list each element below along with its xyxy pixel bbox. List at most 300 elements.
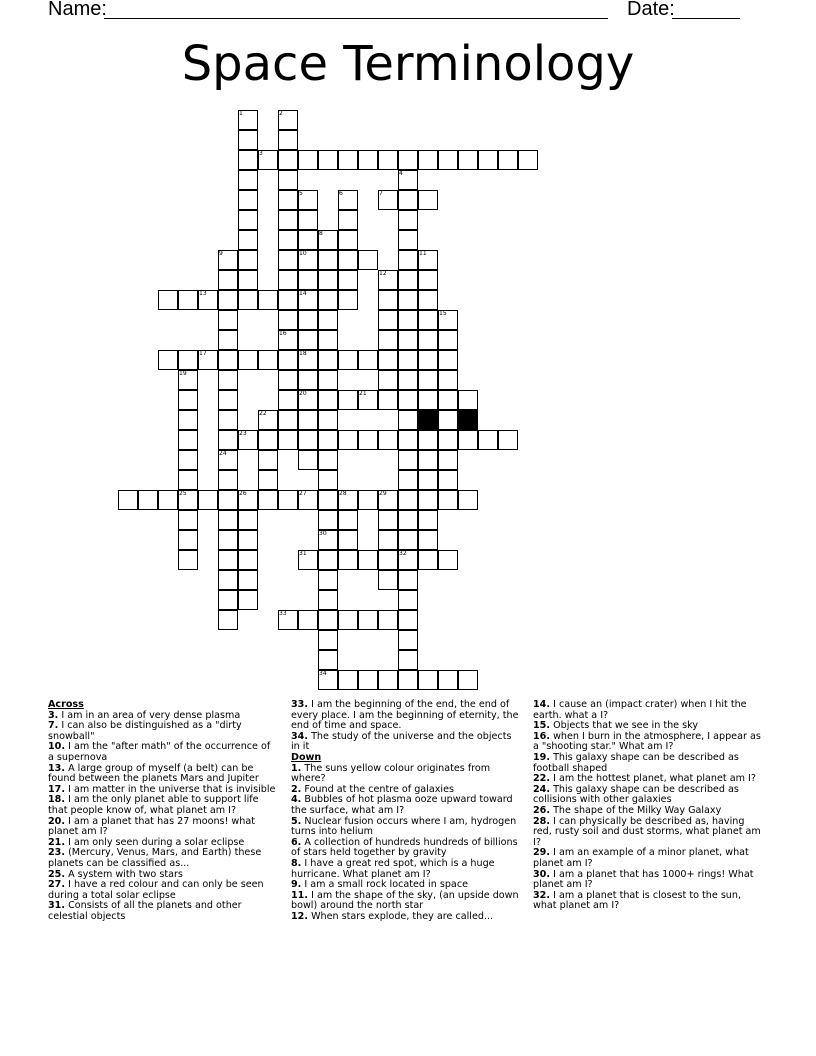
grid-cell[interactable] <box>378 430 398 450</box>
grid-cell[interactable] <box>218 570 238 590</box>
clue-number-32: 32 <box>399 550 407 557</box>
grid-cell[interactable] <box>278 370 298 390</box>
grid-cell[interactable] <box>418 670 438 690</box>
grid-cell[interactable] <box>278 210 298 230</box>
grid-cell[interactable] <box>278 270 298 290</box>
clue-item <box>291 838 521 859</box>
grid-cell[interactable] <box>418 350 438 370</box>
grid-cell[interactable] <box>438 410 458 430</box>
grid-cell[interactable] <box>318 370 338 390</box>
grid-cell[interactable] <box>418 290 438 310</box>
grid-cell[interactable] <box>338 510 358 530</box>
grid-cell[interactable] <box>238 150 258 170</box>
grid-cell[interactable] <box>358 670 378 690</box>
grid-cell[interactable] <box>278 190 298 210</box>
grid-cell[interactable] <box>278 230 298 250</box>
clue-item-number: 1. <box>291 762 302 774</box>
clue-item-text: I am an example of a minor planet, what planet am I? <box>533 847 749 869</box>
clue-item <box>533 700 763 721</box>
grid-cell[interactable] <box>398 450 418 470</box>
grid-cell[interactable] <box>338 290 358 310</box>
clue-item-text: This galaxy shape can be described as collisions with other galaxies <box>533 783 739 806</box>
grid-cell[interactable] <box>418 150 438 170</box>
grid-cell[interactable] <box>298 450 318 470</box>
clue-number-25: 25 <box>179 490 187 497</box>
grid-cell[interactable] <box>458 490 478 510</box>
clue-item <box>533 817 763 849</box>
grid-cell[interactable] <box>438 370 458 390</box>
grid-cell[interactable] <box>218 470 238 490</box>
grid-cell[interactable] <box>398 650 418 670</box>
grid-cell[interactable] <box>218 350 238 370</box>
clue-item <box>533 753 763 774</box>
clue-item-number: 15. <box>533 720 550 732</box>
grid-cell[interactable] <box>378 350 398 370</box>
grid-cell[interactable] <box>418 490 438 510</box>
clue-item-text: The shape of the Milky Way Galaxy <box>553 804 722 816</box>
grid-cell[interactable] <box>318 590 338 610</box>
grid-cell[interactable] <box>278 150 298 170</box>
clue-item-text: I am the "after math" of the occurrence of a supernova <box>48 741 271 763</box>
clue-number-17: 17 <box>199 350 207 357</box>
grid-cell[interactable] <box>338 250 358 270</box>
clue-number-18: 18 <box>299 350 307 357</box>
grid-cell[interactable] <box>398 290 418 310</box>
grid-cell[interactable] <box>218 290 238 310</box>
grid-cell[interactable] <box>358 490 378 510</box>
grid-cell[interactable] <box>218 550 238 570</box>
grid-cell[interactable] <box>398 250 418 270</box>
clue-item-text: Nuclear fusion occurs where I am, hydrogen turns into helium <box>291 815 517 838</box>
clue-item-number: 27. <box>48 879 65 891</box>
grid-cell[interactable] <box>278 390 298 410</box>
clue-item-number: 22. <box>533 773 550 785</box>
grid-cell[interactable] <box>318 330 338 350</box>
grid-cell[interactable] <box>418 390 438 410</box>
grid-cell[interactable] <box>358 150 378 170</box>
grid-cell[interactable] <box>318 250 338 270</box>
grid-cell[interactable] <box>398 530 418 550</box>
grid-cell[interactable] <box>178 530 198 550</box>
grid-cell[interactable] <box>498 430 518 450</box>
grid-cell[interactable] <box>218 530 238 550</box>
name-label: Name: <box>48 0 107 20</box>
grid-cell[interactable] <box>238 510 258 530</box>
grid-cell[interactable] <box>238 250 258 270</box>
grid-cell[interactable] <box>378 370 398 390</box>
grid-cell[interactable] <box>338 430 358 450</box>
grid-cell[interactable] <box>158 490 178 510</box>
grid-cell[interactable] <box>178 430 198 450</box>
grid-cell[interactable] <box>238 590 258 610</box>
grid-cell[interactable] <box>238 290 258 310</box>
grid-cell[interactable] <box>278 490 298 510</box>
grid-cell[interactable] <box>418 370 438 390</box>
grid-cell[interactable] <box>438 330 458 350</box>
grid-cell[interactable] <box>238 550 258 570</box>
clue-item-number: 7. <box>48 720 59 732</box>
black-cell <box>418 410 438 430</box>
grid-cell[interactable] <box>318 470 338 490</box>
grid-cell[interactable] <box>398 210 418 230</box>
grid-cell[interactable] <box>398 150 418 170</box>
grid-cell[interactable] <box>438 430 458 450</box>
grid-cell[interactable] <box>258 470 278 490</box>
grid-cell[interactable] <box>178 550 198 570</box>
clue-item-number: 11. <box>291 889 308 901</box>
grid-cell[interactable] <box>358 350 378 370</box>
grid-cell[interactable] <box>398 330 418 350</box>
grid-cell[interactable] <box>218 370 238 390</box>
grid-cell[interactable] <box>318 390 338 410</box>
grid-cell[interactable] <box>238 210 258 230</box>
grid-cell[interactable] <box>438 350 458 370</box>
grid-cell[interactable] <box>318 290 338 310</box>
clue-item-text: I am the hottest planet, what planet am I? <box>553 773 756 785</box>
grid-cell[interactable] <box>398 470 418 490</box>
grid-cell[interactable] <box>398 630 418 650</box>
grid-cell[interactable] <box>258 490 278 510</box>
grid-cell[interactable] <box>238 530 258 550</box>
clue-number-14: 14 <box>299 290 307 297</box>
grid-cell[interactable] <box>318 410 338 430</box>
grid-cell[interactable] <box>278 310 298 330</box>
grid-cell[interactable] <box>398 490 418 510</box>
grid-cell[interactable] <box>378 390 398 410</box>
grid-cell[interactable] <box>238 170 258 190</box>
clue-item <box>533 848 763 869</box>
clue-item-number: 28. <box>533 815 550 827</box>
clue-item <box>48 901 278 922</box>
grid-cell[interactable] <box>218 510 238 530</box>
grid-cell[interactable] <box>318 350 338 370</box>
grid-cell[interactable] <box>378 570 398 590</box>
grid-cell[interactable] <box>418 550 438 570</box>
clue-number-6: 6 <box>339 190 343 197</box>
grid-cell[interactable] <box>338 610 358 630</box>
grid-cell[interactable] <box>258 350 278 370</box>
clue-item-text: I can also be distinguished as a "dirty snowball" <box>48 720 242 742</box>
grid-cell[interactable] <box>218 590 238 610</box>
grid-cell[interactable] <box>478 430 498 450</box>
grid-cell[interactable] <box>358 430 378 450</box>
grid-cell[interactable] <box>318 650 338 670</box>
grid-cell[interactable] <box>438 490 458 510</box>
clue-item-number: 29. <box>533 847 550 859</box>
date-label: Date: <box>627 0 675 20</box>
grid-cell[interactable] <box>418 430 438 450</box>
grid-cell[interactable] <box>338 350 358 370</box>
clue-item <box>48 817 278 838</box>
grid-cell[interactable] <box>178 390 198 410</box>
clue-item-number: 8. <box>291 857 302 869</box>
clue-item-number: 6. <box>291 836 302 848</box>
grid-cell[interactable] <box>418 270 438 290</box>
grid-cell[interactable] <box>398 590 418 610</box>
grid-cell[interactable] <box>358 550 378 570</box>
grid-cell[interactable] <box>318 270 338 290</box>
clue-item-text: I am the only planet able to support life that people know of, what planet am I? <box>48 794 259 816</box>
grid-cell[interactable] <box>398 610 418 630</box>
clue-item-text: I am a planet that is closest to the sun, what planet am I? <box>533 889 742 912</box>
grid-cell[interactable] <box>178 450 198 470</box>
grid-cell[interactable] <box>318 450 338 470</box>
clue-item-number: 14. <box>533 699 550 710</box>
grid-cell[interactable] <box>378 330 398 350</box>
grid-cell[interactable] <box>238 190 258 210</box>
clue-item-number: 33. <box>291 699 308 710</box>
grid-cell[interactable] <box>298 330 318 350</box>
grid-cell[interactable] <box>378 310 398 330</box>
grid-cell[interactable] <box>338 530 358 550</box>
grid-cell[interactable] <box>398 410 418 430</box>
clue-item-text: I have a red colour and can only be seen during a total solar eclipse <box>48 879 264 901</box>
clue-number-10: 10 <box>299 250 307 257</box>
clue-item-number: 21. <box>48 836 65 848</box>
grid-cell[interactable] <box>278 290 298 310</box>
grid-cell[interactable] <box>218 390 238 410</box>
grid-cell[interactable] <box>378 510 398 530</box>
grid-cell[interactable] <box>398 390 418 410</box>
grid-cell[interactable] <box>418 330 438 350</box>
grid-cell[interactable] <box>298 150 318 170</box>
clue-number-19: 19 <box>179 370 187 377</box>
clue-item-number: 16. <box>533 730 550 742</box>
grid-cell[interactable] <box>318 610 338 630</box>
grid-cell[interactable] <box>318 630 338 650</box>
grid-cell[interactable] <box>258 290 278 310</box>
grid-cell[interactable] <box>298 610 318 630</box>
grid-cell[interactable] <box>218 270 238 290</box>
clue-number-26: 26 <box>239 490 247 497</box>
grid-cell[interactable] <box>298 230 318 250</box>
grid-cell[interactable] <box>378 530 398 550</box>
clue-item <box>533 870 763 891</box>
grid-cell[interactable] <box>298 430 318 450</box>
grid-cell[interactable] <box>438 450 458 470</box>
grid-cell[interactable] <box>158 350 178 370</box>
grid-cell[interactable] <box>318 490 338 510</box>
grid-cell[interactable] <box>238 230 258 250</box>
grid-cell[interactable] <box>238 130 258 150</box>
grid-cell[interactable] <box>278 430 298 450</box>
grid-cell[interactable] <box>478 150 498 170</box>
grid-cell[interactable] <box>278 350 298 370</box>
grid-cell[interactable] <box>218 410 238 430</box>
grid-cell[interactable] <box>278 410 298 430</box>
clue-item-number: 12. <box>291 910 308 922</box>
clue-item-text: Found at the centre of galaxies <box>304 783 454 795</box>
clue-number-22: 22 <box>259 410 267 417</box>
clue-item-text: The suns yellow colour originates from where? <box>291 762 491 785</box>
grid-cell[interactable] <box>258 450 278 470</box>
clue-item-number: 32. <box>533 889 550 901</box>
grid-cell[interactable] <box>398 310 418 330</box>
clue-item-number: 10. <box>48 741 65 753</box>
clue-number-31: 31 <box>299 550 307 557</box>
clue-item <box>48 848 278 869</box>
section-heading-down: Down <box>291 751 322 763</box>
grid-cell[interactable] <box>338 210 358 230</box>
grid-cell[interactable] <box>398 430 418 450</box>
clue-item-number: 34. <box>291 730 308 742</box>
grid-cell[interactable] <box>378 610 398 630</box>
grid-cell[interactable] <box>378 150 398 170</box>
grid-cell[interactable] <box>158 290 178 310</box>
grid-cell[interactable] <box>258 430 278 450</box>
clue-item-text: I am the beginning of the end, the end of every place. I am the beginning of eternity, the end of time and space. <box>291 699 519 732</box>
clue-item <box>533 732 763 753</box>
clue-number-3: 3 <box>259 150 263 157</box>
grid-cell[interactable] <box>418 190 438 210</box>
grid-cell[interactable] <box>318 150 338 170</box>
grid-cell[interactable] <box>418 470 438 490</box>
grid-cell[interactable] <box>418 510 438 530</box>
grid-cell[interactable] <box>458 670 478 690</box>
clue-number-8: 8 <box>319 230 323 237</box>
grid-cell[interactable] <box>318 430 338 450</box>
grid-cell[interactable] <box>218 610 238 630</box>
clue-item <box>533 785 763 806</box>
clue-number-20: 20 <box>299 390 307 397</box>
clue-number-13: 13 <box>199 290 207 297</box>
grid-cell[interactable] <box>278 130 298 150</box>
grid-cell[interactable] <box>438 670 458 690</box>
clue-number-30: 30 <box>319 530 327 537</box>
grid-cell[interactable] <box>278 170 298 190</box>
clue-item-number: 9. <box>291 879 302 891</box>
grid-cell[interactable] <box>438 390 458 410</box>
clue-number-23: 23 <box>239 430 247 437</box>
clue-number-9: 9 <box>219 250 223 257</box>
grid-cell[interactable] <box>378 290 398 310</box>
grid-cell[interactable] <box>438 150 458 170</box>
clue-item <box>291 732 521 753</box>
grid-cell[interactable] <box>378 550 398 570</box>
grid-cell[interactable] <box>458 430 478 450</box>
grid-cell[interactable] <box>338 670 358 690</box>
grid-cell[interactable] <box>218 490 238 510</box>
clue-item-text: A large group of myself (a belt) can be found between the planets Mars and Jupiter <box>48 762 259 785</box>
clue-item <box>48 795 278 816</box>
clue-item-number: 5. <box>291 815 302 827</box>
grid-cell[interactable] <box>398 190 418 210</box>
grid-cell[interactable] <box>178 410 198 430</box>
clue-item-number: 13. <box>48 762 65 774</box>
grid-cell[interactable] <box>298 270 318 290</box>
grid-cell[interactable] <box>418 530 438 550</box>
clue-item-number: 24. <box>533 783 550 795</box>
grid-cell[interactable] <box>178 290 198 310</box>
clue-item-text: This galaxy shape can be described as football shaped <box>533 751 739 774</box>
clue-item <box>291 891 521 912</box>
grid-cell[interactable] <box>218 430 238 450</box>
clue-number-33: 33 <box>279 610 287 617</box>
grid-cell[interactable] <box>138 490 158 510</box>
clue-item-text: I can physically be described as, having red, rusty soil and dust storms, what planet am I? <box>533 815 761 848</box>
clue-item-text: I cause an (impact crater) when I hit the earth. what a I? <box>533 699 747 721</box>
clue-item-number: 2. <box>291 783 302 795</box>
grid-cell[interactable] <box>318 310 338 330</box>
grid-cell[interactable] <box>418 450 438 470</box>
grid-cell[interactable] <box>458 150 478 170</box>
grid-cell[interactable] <box>518 150 538 170</box>
clue-item-number: 19. <box>533 751 550 763</box>
clue-item-number: 17. <box>48 783 65 795</box>
clue-item-text: Consists of all the planets and other celestial objects <box>48 900 242 922</box>
clue-number-2: 2 <box>279 110 283 117</box>
clue-number-34: 34 <box>319 670 327 677</box>
grid-cell[interactable] <box>198 490 218 510</box>
grid-cell[interactable] <box>498 150 518 170</box>
grid-cell[interactable] <box>298 310 318 330</box>
grid-cell[interactable] <box>338 550 358 570</box>
grid-cell[interactable] <box>398 570 418 590</box>
grid-cell[interactable] <box>418 310 438 330</box>
grid-cell[interactable] <box>298 410 318 430</box>
clue-item <box>48 880 278 901</box>
grid-cell[interactable] <box>218 330 238 350</box>
clue-number-28: 28 <box>339 490 347 497</box>
grid-cell[interactable] <box>218 310 238 330</box>
grid-cell[interactable] <box>458 390 478 410</box>
clue-item-text: I am only seen during a solar eclipse <box>68 836 245 848</box>
clue-number-21: 21 <box>359 390 367 397</box>
clue-number-24: 24 <box>219 450 227 457</box>
grid-cell[interactable] <box>398 270 418 290</box>
grid-cell[interactable] <box>398 510 418 530</box>
grid-cell[interactable] <box>318 570 338 590</box>
grid-cell[interactable] <box>358 250 378 270</box>
grid-cell[interactable] <box>118 490 138 510</box>
clue-item-number: 18. <box>48 794 65 806</box>
clue-number-16: 16 <box>279 330 287 337</box>
clue-item <box>48 764 278 785</box>
grid-cell[interactable] <box>398 370 418 390</box>
grid-cell[interactable] <box>338 390 358 410</box>
grid-cell[interactable] <box>178 510 198 530</box>
grid-cell[interactable] <box>278 250 298 270</box>
grid-cell[interactable] <box>438 470 458 490</box>
grid-cell[interactable] <box>398 350 418 370</box>
grid-cell[interactable] <box>178 350 198 370</box>
grid-cell[interactable] <box>178 470 198 490</box>
clue-item-text: Bubbles of hot plasma ooze upward toward the surface, what am I? <box>291 794 513 816</box>
clue-number-15: 15 <box>439 310 447 317</box>
grid-cell[interactable] <box>338 270 358 290</box>
grid-cell[interactable] <box>298 370 318 390</box>
grid-cell[interactable] <box>358 610 378 630</box>
clue-item-text: I am a planet that has 1000+ rings! What planet am I? <box>533 868 754 891</box>
clue-item-text: Objects that we see in the sky <box>553 720 699 732</box>
grid-cell[interactable] <box>338 150 358 170</box>
grid-cell[interactable] <box>238 350 258 370</box>
clue-item-text: A collection of hundreds hundreds of billions of stars held together by gravity <box>291 836 518 859</box>
grid-cell[interactable] <box>378 670 398 690</box>
grid-cell[interactable] <box>318 510 338 530</box>
clue-item <box>291 700 521 732</box>
grid-cell[interactable] <box>398 230 418 250</box>
grid-cell[interactable] <box>238 270 258 290</box>
grid-cell[interactable] <box>298 210 318 230</box>
grid-cell[interactable] <box>338 230 358 250</box>
clue-item-number: 4. <box>291 794 302 806</box>
clue-number-5: 5 <box>299 190 303 197</box>
grid-cell[interactable] <box>398 670 418 690</box>
grid-cell[interactable] <box>318 550 338 570</box>
grid-cell[interactable] <box>238 570 258 590</box>
grid-cell[interactable] <box>438 550 458 570</box>
